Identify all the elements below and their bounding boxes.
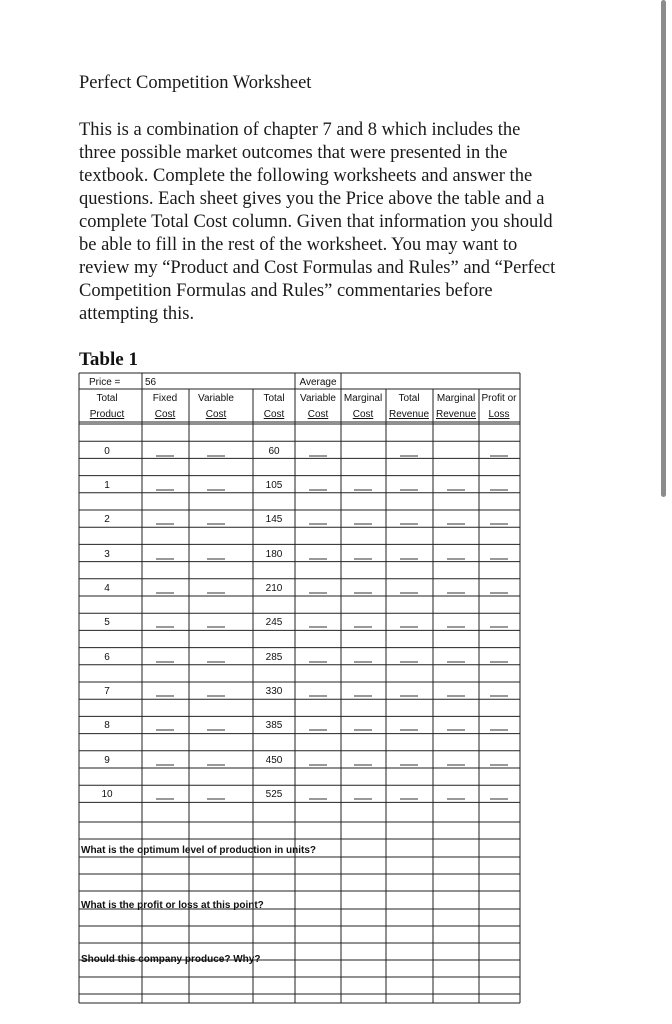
total-product-value: 1 [104, 480, 110, 491]
header-marginal-revenue-1: Marginal [436, 393, 476, 404]
header-total-revenue-1: Total [398, 393, 420, 404]
total-cost-value: 330 [265, 686, 283, 697]
header-marginal-cost-1: Marginal [343, 393, 383, 404]
header-avc-3: Cost [307, 409, 329, 420]
total-product-value: 10 [101, 789, 113, 800]
header-profit-1: Profit or [481, 393, 517, 404]
vertical-scrollbar[interactable] [661, 0, 666, 497]
instructions-line: questions. Each sheet gives you the Price above the table and a [79, 189, 545, 209]
header-variable-cost-2: Cost [205, 409, 227, 420]
question-1: What is the optimum level of production in units? [81, 845, 316, 856]
total-product-value: 6 [104, 652, 110, 663]
total-product-value: 4 [104, 583, 110, 594]
total-product-value: 0 [104, 446, 110, 457]
header-profit-2: Loss [488, 409, 510, 420]
header-avc-2: Variable [300, 393, 336, 404]
table-text [81, 377, 517, 965]
table-caption: Table 1 [79, 349, 138, 370]
total-cost-value: 285 [265, 652, 283, 663]
header-fixed-cost-1: Fixed [152, 393, 178, 404]
header-fixed-cost-2: Cost [154, 409, 176, 420]
instructions-line: be able to fill in the rest of the worksheet. You may want to [79, 235, 518, 255]
header-marginal-cost-2: Cost [352, 409, 374, 420]
instructions-line: review my “Product and Cost Formulas and Rules” and “Perfect [79, 258, 556, 278]
instructions-line: textbook. Complete the following worksheets and answer the [79, 166, 533, 186]
total-cost-value: 450 [265, 755, 283, 766]
total-cost-value: 145 [265, 514, 283, 525]
instructions-line: attempting this. [79, 304, 195, 324]
total-cost-value: 210 [265, 583, 283, 594]
header-total-product-1: Total [96, 393, 118, 404]
total-cost-value: 245 [265, 617, 283, 628]
header-variable-cost-1: Variable [198, 393, 234, 404]
total-cost-value: 180 [265, 549, 283, 560]
total-product-value: 5 [104, 617, 110, 628]
table-data-rows [101, 446, 508, 800]
instructions-line: complete Total Cost column. Given that information you should [79, 212, 553, 232]
total-product-value: 3 [104, 549, 110, 560]
total-cost-value: 525 [265, 789, 283, 800]
instructions-line: three possible market outcomes that were presented in the [79, 143, 508, 163]
total-product-value: 7 [104, 686, 110, 697]
question-3: Should this company produce? Why? [81, 954, 261, 965]
instructions-line: Competition Formulas and Rules” commentaries before [79, 281, 493, 301]
header-total-product-2: Product [89, 409, 125, 420]
total-product-value: 2 [104, 514, 110, 525]
header-total-cost-2: Cost [263, 409, 285, 420]
instructions-line: This is a combination of chapter 7 and 8 which includes the [79, 120, 521, 140]
header-avc-1: Average [299, 377, 337, 388]
total-cost-value: 385 [265, 720, 283, 731]
total-cost-value: 60 [268, 446, 280, 457]
header-marginal-revenue-2: Revenue [435, 409, 477, 420]
question-2: What is the profit or loss at this point? [81, 900, 264, 911]
price-value: 56 [145, 377, 157, 388]
header-total-cost-1: Total [263, 393, 285, 404]
total-product-value: 8 [104, 720, 110, 731]
total-product-value: 9 [104, 755, 110, 766]
total-cost-value: 105 [265, 480, 283, 491]
price-label: Price = [89, 377, 121, 388]
header-total-revenue-2: Revenue [388, 409, 430, 420]
worksheet-title: Perfect Competition Worksheet [79, 73, 312, 93]
